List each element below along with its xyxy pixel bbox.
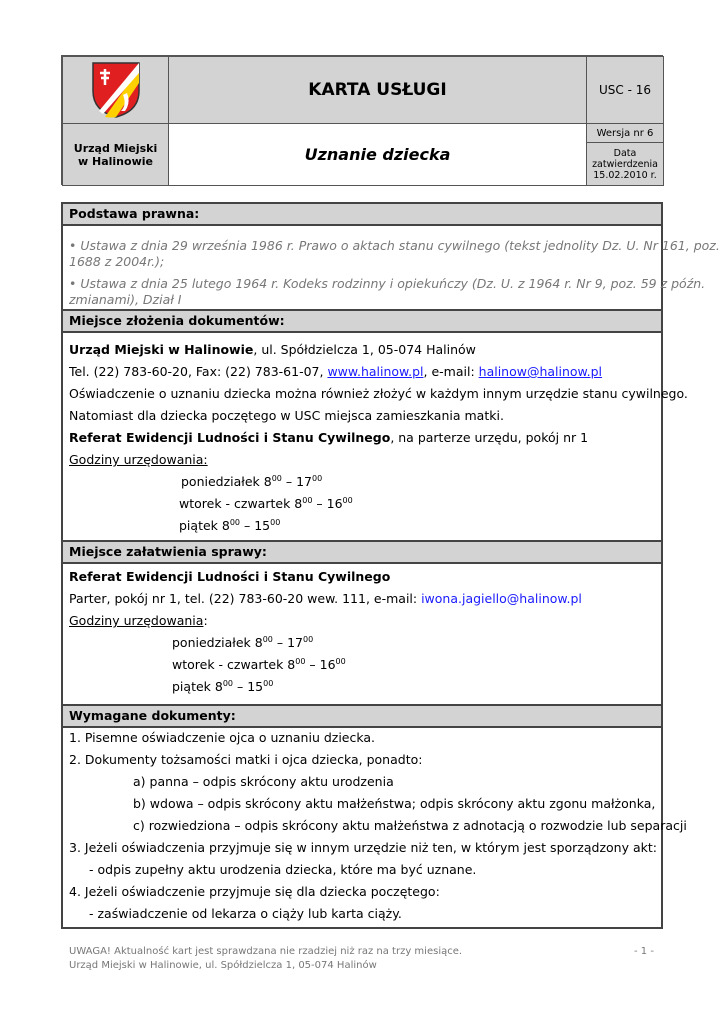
code-cell [586,56,664,124]
document-item: 3. Jeżeli oświadczenia przyjmuje się w innym urzędzie niż ten, w którym jest sporządzony akt: [69,840,657,855]
handling-hours-row: piątek $8^{00} - 15^{00}$ [172,678,274,694]
submission-hours-row: piątek $8^{00} - 15^{00}$ [179,517,281,533]
approval-label: Data zatwierdzenia [592,147,658,170]
service-name: Uznanie dziecka [304,145,451,164]
document-subitem: a) panna – odpis skrócony aktu urodzenia [133,774,394,789]
submission-note-1: Oświadczenie o uznaniu dziecka można również złożyć w każdym innym urzędzie stanu cywilnego. [69,386,688,401]
document-item: 2. Dokumenty tożsamości matki i ojca dziecka, ponadto: [69,752,423,767]
logo-cell [62,56,169,124]
legal-item-2-cont: zmianami), Dział I [69,292,182,307]
version-label: Wersja nr 6 [596,127,654,139]
document-subitem: - odpis zupełny aktu urodzenia dziecka, które ma być uznane. [89,862,477,877]
legal-item-1-cont: 1688 z 2004r.); [69,254,165,269]
version-cell [586,123,664,143]
header-table [61,55,663,185]
document-item: 4. Jeżeli oświadczenie przyjmuje się dla dziecka poczętego: [69,884,440,899]
handling-hours-row: poniedziałek $8^{00} - 17^{00}$ [172,634,314,650]
website-link[interactable]: www.halinow.pl [327,364,424,379]
handling-email[interactable]: iwona.jagiello@halinow.pl [421,591,582,606]
approval-date: 15.02.2010 r. [593,169,657,181]
handling-heading: Miejsce załatwienia sprawy: [61,540,663,564]
handling-hours-label: Godziny urzędowania: [69,613,208,628]
approval-cell [586,142,664,186]
documents-heading: Wymagane dokumenty: [61,704,663,728]
handling-dept: Referat Ewidencji Ludności i Stanu Cywilnego [69,569,391,584]
document-subitem: b) wdowa – odpis skrócony aktu małżeństwa; odpis skrócony aktu zgonu małżonka, [133,796,656,811]
submission-dept: Referat Ewidencji Ludności i Stanu Cywilnego, na parterze urzędu, pokój nr 1 [69,430,589,445]
legal-heading: Podstawa prawna: [61,202,663,226]
title-cell [168,56,587,124]
page-title: KARTA USŁUGI [308,80,447,100]
submission-note-2: Natomiast dla dziecka poczętego w USC miejsca zamieszkania matki. [69,408,504,423]
handling-contact: Parter, pokój nr 1, tel. (22) 783-60-20 wew. 111, e-mail: iwona.jagiello@halinow.pl [69,591,582,606]
footer-notice: UWAGA! Aktualność kart jest sprawdzana nie rzadziej niż raz na trzy miesiące. [69,946,463,957]
legal-item-2: • Ustawa z dnia 25 lutego 1964 r. Kodeks rodzinny i opiekuńczy (Dz. U. z 1964 r. Nr 9, poz. 59 z późn. [69,276,706,291]
footer-address: Urząd Miejski w Halinowie, ul. Spółdzielcza 1, 05-074 Halinów [69,960,377,971]
document-subitem: - zaświadczenie od lekarza o ciąży lub karta ciąży. [89,906,402,921]
subtitle-cell [168,123,587,186]
handling-hours-row: wtorek - czwartek $8^{00} - 16^{00}$ [172,656,346,672]
office-cell [62,123,169,186]
submission-hours-row: poniedziałek $8^{00} - 17^{00}$ [181,473,323,489]
card-code: USC - 16 [598,83,651,97]
submission-hours-row: wtorek - czwartek $8^{00} - 16^{00}$ [179,495,353,511]
submission-office: Urząd Miejski w Halinowie, ul. Spółdzielcza 1, 05-074 Halinów [69,342,476,357]
document-item: 1. Pisemne oświadczenie ojca o uznaniu dziecka. [69,730,376,745]
legal-item-1: • Ustawa z dnia 29 września 1986 r. Prawo o aktach stanu cywilnego (tekst jednolity Dz. U. Nr 161, poz. [69,238,720,253]
submission-heading: Miejsce złożenia dokumentów: [61,309,663,333]
page-number: - 1 - [634,946,654,957]
submission-hours-label: Godziny urzędowania: [69,452,208,467]
document-subitem: c) rozwiedziona – odpis skrócony aktu małżeństwa z adnotacją o rozwodzie lub separacji [133,818,687,833]
coat-of-arms-icon [91,61,141,119]
email-link[interactable]: halinow@halinow.pl [478,364,603,379]
submission-contact: Tel. (22) 783-60-20, Fax: (22) 783-61-07, www.halinow.pl, e-mail: halinow@halinow.pl [69,364,603,379]
office-name: Urząd Miejski w Halinowie [73,141,158,168]
